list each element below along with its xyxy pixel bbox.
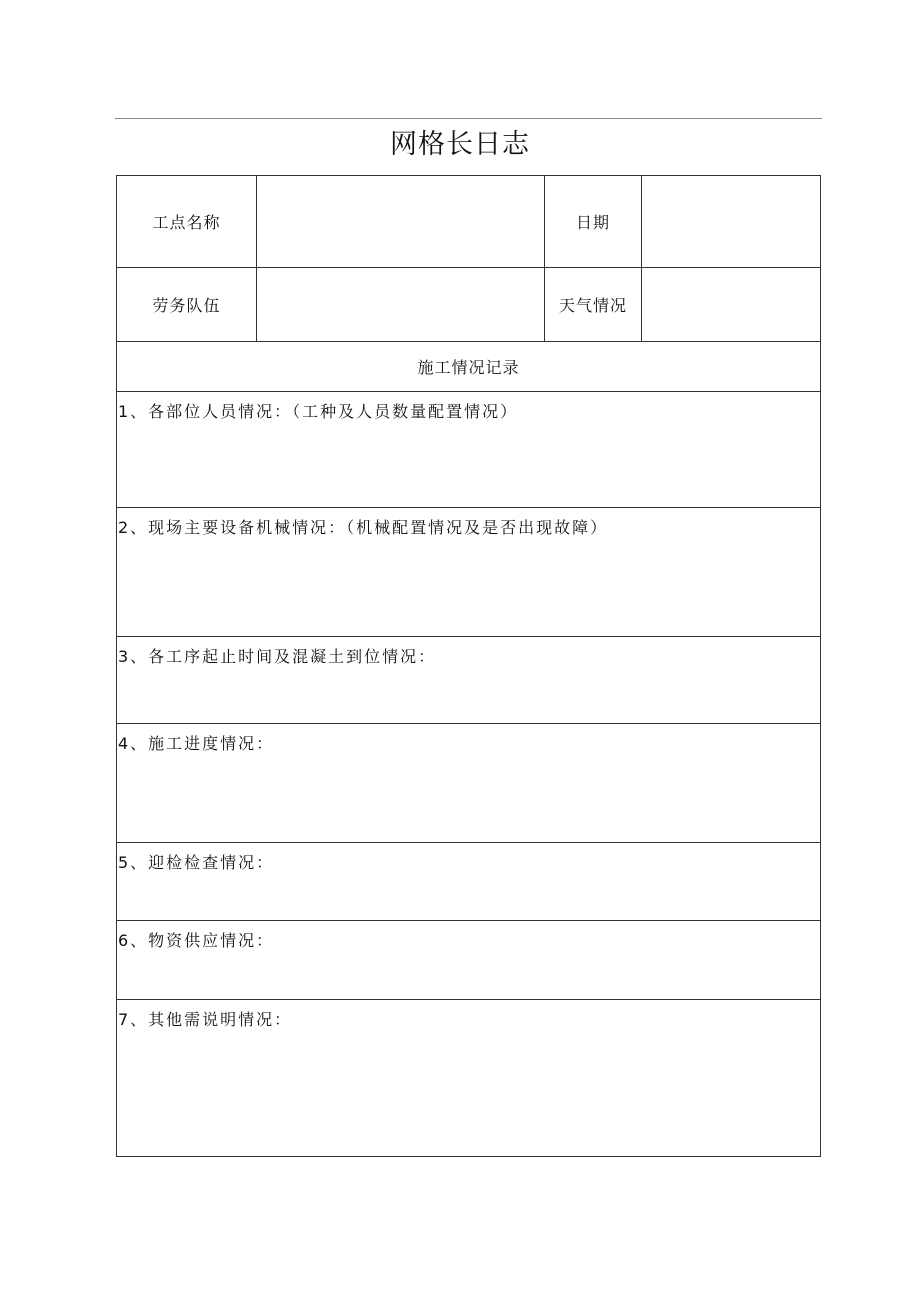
header-rule bbox=[115, 118, 822, 119]
weather-field[interactable] bbox=[642, 268, 821, 342]
section-progress-label: 4、施工进度情况： bbox=[118, 734, 275, 753]
section-process-time-label: 3、各工序起止时间及混凝土到位情况： bbox=[118, 647, 437, 666]
section-personnel[interactable] bbox=[117, 392, 821, 508]
row-record-heading bbox=[117, 342, 821, 392]
section-personnel-label: 1、各部位人员情况：（工种及人员数量配置情况） bbox=[118, 402, 519, 421]
weather-label: 天气情况 bbox=[545, 268, 642, 342]
site-name-field[interactable] bbox=[257, 176, 545, 268]
record-heading: 施工情况记录 bbox=[117, 342, 821, 392]
section-process-time[interactable] bbox=[117, 637, 821, 724]
section-progress[interactable] bbox=[117, 724, 821, 843]
page-title: 网格长日志 bbox=[390, 129, 530, 160]
section-progress-cell[interactable] bbox=[117, 724, 821, 843]
section-equipment[interactable] bbox=[117, 508, 821, 637]
site-name-label: 工点名称 bbox=[117, 176, 257, 268]
section-other-label: 7、其他需说明情况： bbox=[118, 1010, 293, 1029]
section-other-cell[interactable] bbox=[117, 1000, 821, 1157]
date-label: 日期 bbox=[545, 176, 642, 268]
section-process-time-cell[interactable] bbox=[117, 637, 821, 724]
section-other[interactable] bbox=[117, 1000, 821, 1157]
labor-team-label: 劳务队伍 bbox=[117, 268, 257, 342]
section-inspection-label: 5、迎检检查情况： bbox=[118, 853, 275, 872]
section-inspection[interactable] bbox=[117, 843, 821, 921]
section-equipment-cell[interactable] bbox=[117, 508, 821, 637]
row-team-weather bbox=[117, 268, 821, 342]
row-site-date bbox=[117, 176, 821, 268]
section-inspection-cell[interactable] bbox=[117, 843, 821, 921]
section-materials-label: 6、物资供应情况： bbox=[118, 931, 275, 950]
date-field[interactable] bbox=[642, 176, 821, 268]
section-personnel-cell[interactable] bbox=[117, 392, 821, 508]
labor-team-field[interactable] bbox=[257, 268, 545, 342]
section-equipment-label: 2、现场主要设备机械情况：（机械配置情况及是否出现故障） bbox=[118, 518, 609, 537]
construction-log-form bbox=[116, 175, 821, 1157]
section-materials-cell[interactable] bbox=[117, 921, 821, 1000]
section-materials[interactable] bbox=[117, 921, 821, 1000]
